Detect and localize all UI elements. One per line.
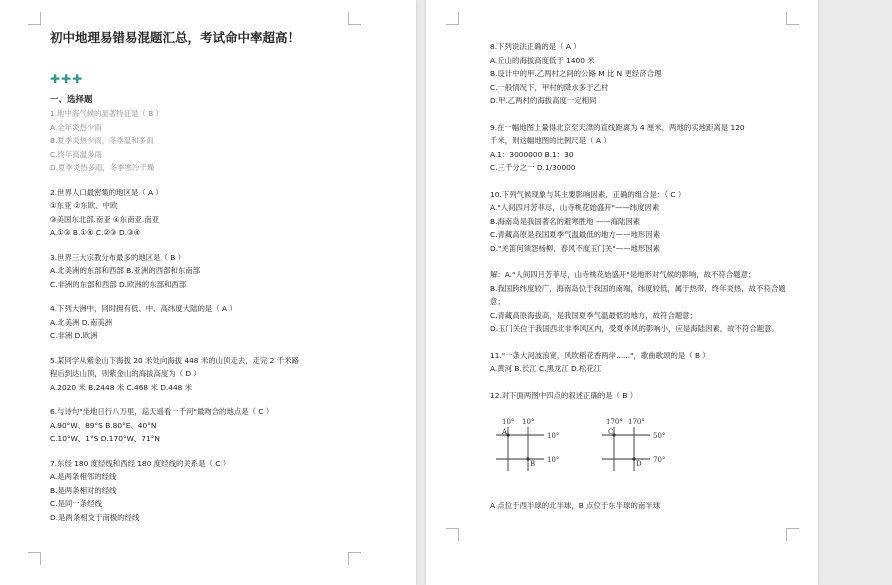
diagram-label: 170° [628,418,645,426]
question-block [490,40,790,108]
answer-option: B.是两条相对的经线 [50,485,117,495]
margin-corner-mark [28,12,41,25]
answer-option: 千米，则这幅地图的比例尺是（ A ） [490,136,611,145]
diagram-label: 10° [522,418,535,426]
answer-option: D.夏季炎热多雨，冬季寒冷干燥 [50,163,155,172]
diagram-label: 50° [653,432,666,440]
answer-option: D.是两条相交于南极的经线 [50,512,140,522]
answer-option: C.非洲 D.欧洲 [50,331,98,340]
grid-diagram-left-svg [490,415,586,481]
answer-option: A.黄河 B.长江 C.黑龙江 D.松花江 [490,364,602,373]
grid-diagram-right [596,415,692,481]
answer-option: 程后到达山顶，则紫金山的海拔高度为（ D ） [50,369,201,378]
question-list [490,349,790,403]
latitude-longitude-diagrams [490,415,790,483]
analysis-block [490,268,790,336]
answer-option: C.青藏高原是我国夏季气温最低的地方——地形因素 [490,230,661,239]
question-block [50,457,370,525]
answer-option: A.全年炎热少雨 [50,122,102,132]
diagram-label: 70° [653,456,666,464]
diagram-label: 10° [502,418,515,426]
document-page-right [426,0,818,585]
question-text: 4.下列大洲中，同时拥有低、中、高纬度大陆的是（ A ） [50,304,237,313]
answer-option: A.北美洲 D.南美洲 [50,317,113,327]
margin-corner-mark [446,12,459,25]
diagram-point-label: C [608,428,614,436]
answer-option: A."人间四月芳菲尽，山寺桃花始盛开"——纬度因素 [490,203,660,212]
analysis-paragraph: D.玉门关位于我国西北非季风区内，受夏季风的影响小，应是海陆因素，故不符合题意。 [490,324,779,333]
question-block [490,188,790,256]
question-text: 9.在一幅地图上量得北京至天津的直线距离为 4 厘米，两地的实地距离是 120 [490,122,745,132]
diagram-point-label: D [636,460,642,468]
question-list [50,107,370,524]
diagram-label: 10° [547,456,560,464]
grid-diagram-right-svg [596,415,692,481]
question-text: 12.对下面两图中四点的叙述正确的是（ B ） [490,390,638,400]
margin-corner-mark [348,552,361,565]
question-block [50,302,370,343]
question-block [50,251,370,292]
question-block [490,121,790,175]
diagram-label: 10° [547,432,560,440]
answer-option: B.夏季炎热少雨，冬季温和多雨 [50,136,154,145]
question-block [50,107,370,175]
question-text: 7.东经 180 度经线和西经 180 度经线的关系是（ C ） [50,458,231,468]
question-text: 3.世界三大宗教分布最多的地区是（ B ） [50,252,186,262]
document-page-left [0,0,416,585]
answer-option: B.设计中的甲.乙两村之间的公路 M 比 N 更经济合理 [490,69,662,78]
analysis-paragraph: C.青藏高原海拔高，是我国夏季气温最低的地方，故符合题意； [490,310,698,320]
margin-corner-mark [348,12,361,25]
answer-option: A.1：3000000 B.1：30 [490,149,574,159]
question-block [50,354,370,395]
answer-option: A.2020 米 B.2448 米 C.468 米 D.448 米 [50,382,193,392]
answer-option: D.甲.乙两村的海拔高度一定相同 [490,96,597,105]
question-list [490,40,790,255]
answer-option: C.非洲的东部和西部 D.欧洲的东部和西部 [50,279,187,289]
diagram-point-label: B [530,460,536,468]
margin-corner-mark [28,552,41,565]
question-block [50,405,370,446]
analysis-paragraph: 解：A."人间四月芳菲尽，山寺桃花始盛开"是地形对气候的影响，故不符合题意； [490,270,756,279]
question-text: 8.下列说法正确的是（ A ） [490,42,581,51]
answer-option: C.10°W、1°S D.170°W、71°N [50,434,160,443]
question-text: 1.地中海气候的显著特征是（ B ） [50,109,163,118]
document-title: 初中地理易错易混题汇总，考试命中率超高！ [50,30,301,45]
section-heading: 一、选择题 [50,95,93,105]
answer-option: C.是同一条经线 [50,499,102,508]
analysis-paragraph: B.我国跨纬度较广，海南岛位于我国的南端，纬度较低，属于热带，终年炎热，故不符合题意； [490,283,786,306]
answer-option: A.丘山的海拔高度低于 1400 米 [490,55,595,65]
question-block [490,349,790,376]
answer-option: B.海南岛是我国著名的避寒胜地 ——海陆因素 [490,216,641,226]
grid-diagram-left [490,415,586,481]
question-block [50,186,370,240]
diagram-point-label: A [502,428,508,436]
question-text: 6.与诗句"坐地日行八万里，巡天遥看一千河"最吻合的地点是（ C ） [50,407,274,416]
answer-option: A.90°W、89°S B.80°E、40°N [50,420,157,430]
question-text: 10.下列气候现象与其主要影响因素，正确的组合是：（ C ） [490,189,686,199]
answer-option: A.北美洲的东部和西部 B.亚洲的西部和东南部 [50,266,201,275]
answer-option: D."羌笛何须怨杨柳，春风不度玉门关"——地形因素 [490,243,661,253]
answer-option: ③美国东北部.南亚 ④东南亚.南亚 [50,214,159,224]
answer-option: C.终年高温多雨 [50,149,102,159]
margin-corner-mark [786,12,799,25]
question-block [490,389,790,403]
diagram-label: 170° [606,418,623,426]
question-answer-line: A 点位于西半球的北半球，B 点位于东半球的南半球 [490,501,661,510]
answer-option: C.三千分之一 D.1/30000 [490,163,576,172]
question-text: 5.某同学从紫金山下海拔 20 米处向海拔 448 米的山顶走去，走完 2 千米路 [50,355,299,365]
question-text: 11."一条大河波浪宽，风吹稻花香两岸......"，歌曲歌颂的是（ B ） [490,350,710,360]
answer-option: ①东亚 ②东欧、中欧 [50,201,118,210]
answer-option: A.①③ B.①④ C.②③ D.③④ [50,228,141,237]
margin-corner-mark [786,528,799,541]
answer-option: C.一般情况下，甲村的降水多于乙村 [490,82,609,92]
margin-corner-mark [446,528,459,541]
question-text: 2.世界人口最密集的地区是（ A ） [50,187,163,197]
answer-option: A.是两条相邻的经线 [50,472,117,481]
decoration-plus-icon: ✚✚✚ [50,72,84,86]
